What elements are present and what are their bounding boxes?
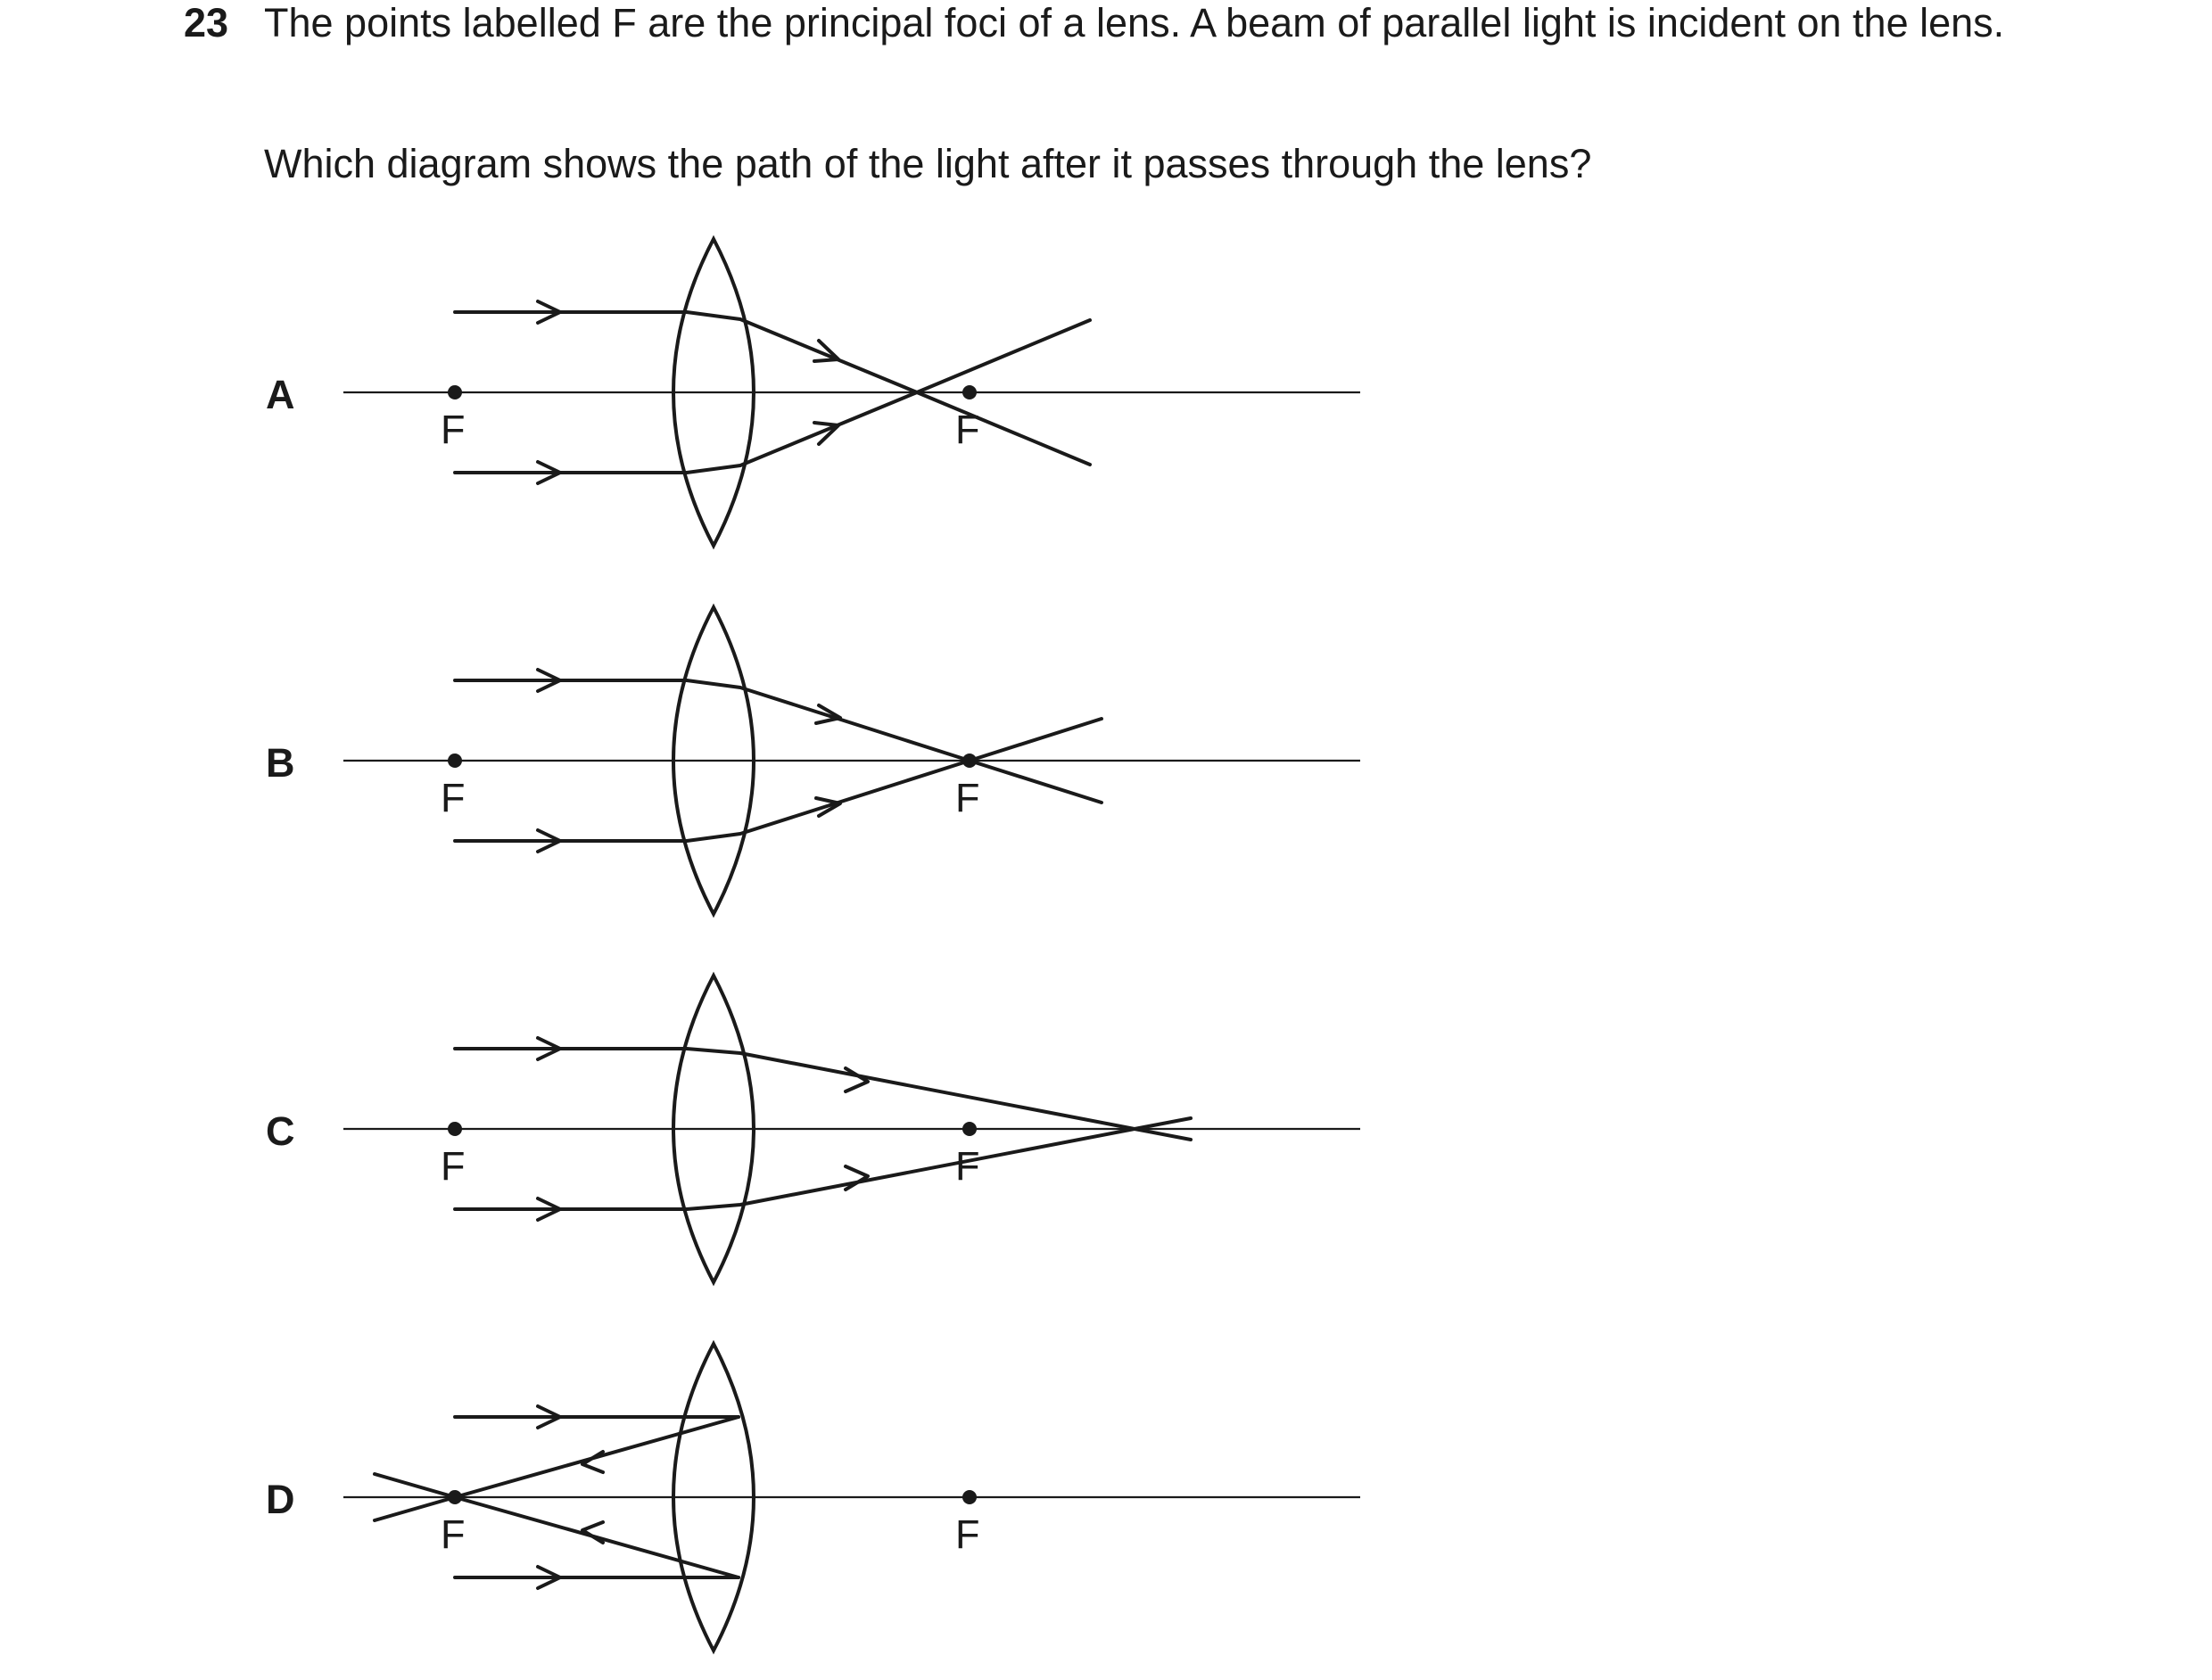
ray-arrow	[582, 1522, 603, 1543]
option-label: A	[266, 372, 295, 417]
focus-label-left: F	[441, 407, 466, 452]
focus-point-right	[962, 385, 977, 399]
ray-arrow	[582, 1452, 603, 1472]
focus-point-left	[448, 1122, 462, 1136]
question-prompt: Which diagram shows the path of the light after it passes through the lens?	[264, 141, 1592, 186]
focus-point-right	[962, 1122, 977, 1136]
focus-label-right: F	[955, 775, 980, 820]
focus-point-left	[448, 754, 462, 768]
focus-label-right: F	[955, 407, 980, 452]
light-ray-lower-returned	[375, 1474, 739, 1577]
focus-point-right	[962, 1490, 977, 1504]
option-label: C	[266, 1108, 295, 1154]
question-text: The points labelled F are the principal foci of a lens. A beam of parallel light is incident on the lens.	[264, 0, 2005, 45]
question-number: 23	[184, 0, 229, 45]
light-ray-upper	[455, 1049, 1191, 1140]
option-label: B	[266, 740, 295, 786]
focus-label-left: F	[441, 1143, 466, 1189]
focus-label-right: F	[955, 1143, 980, 1189]
option-c[interactable]	[266, 976, 1360, 1282]
option-label: D	[266, 1477, 295, 1522]
focus-label-left: F	[441, 1511, 466, 1557]
light-ray-lower	[455, 1118, 1191, 1209]
focus-label-right: F	[955, 1511, 980, 1557]
light-ray-upper-returned	[375, 1417, 739, 1520]
focus-label-left: F	[441, 775, 466, 820]
focus-point-left	[448, 385, 462, 399]
light-ray-lower	[455, 320, 1090, 473]
option-a[interactable]	[266, 239, 1360, 546]
light-ray-lower	[455, 719, 1102, 841]
light-ray-upper	[455, 312, 1090, 465]
light-ray-upper	[455, 680, 1102, 803]
option-d[interactable]	[266, 1344, 1360, 1651]
option-b[interactable]	[266, 607, 1360, 914]
ray-arrow	[846, 1068, 868, 1091]
ray-arrow	[846, 1166, 868, 1190]
